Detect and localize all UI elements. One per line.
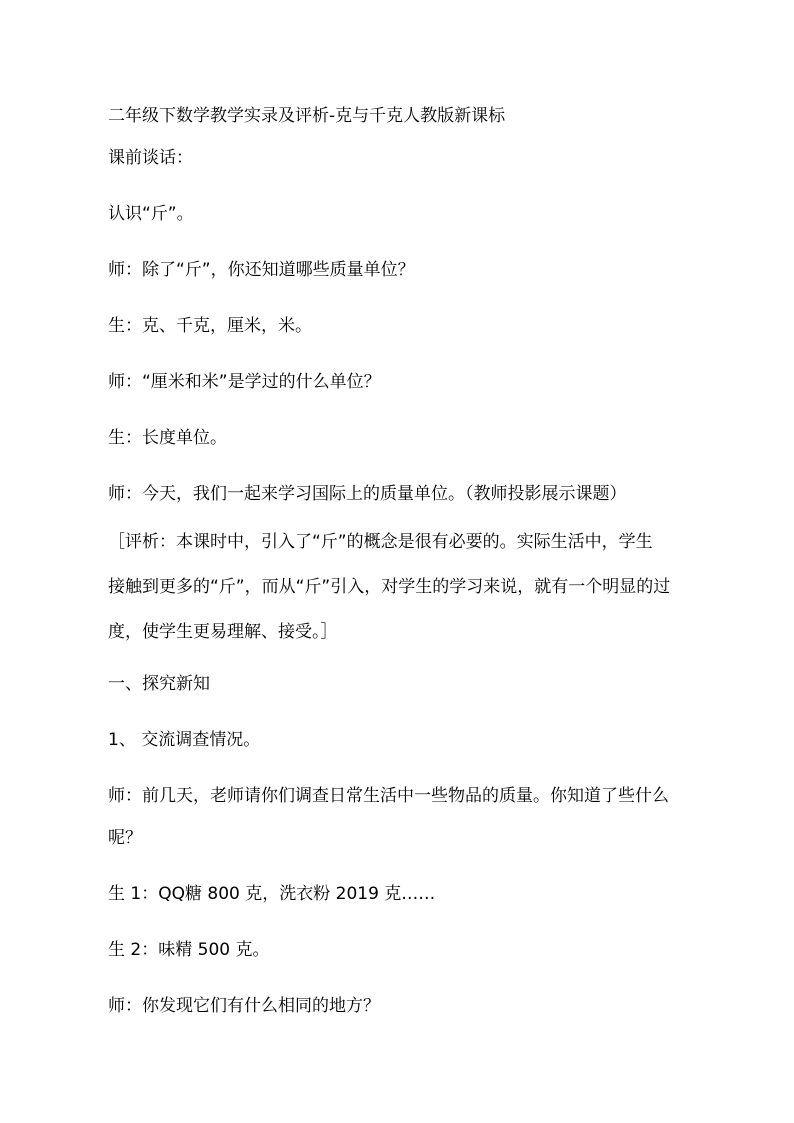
text-line: 课前谈话： xyxy=(108,148,193,168)
text-line: 生：克、千克，厘米，米。 xyxy=(108,316,312,336)
text-line: 师：你发现它们有什么相同的地方？ xyxy=(108,996,380,1016)
text-line: 生 2：味精 500 克。 xyxy=(108,940,270,960)
teacher-question-line: 师：前几天，老师请你们调查日常生活中一些物品的质量。你知道了些什么 xyxy=(108,786,669,806)
text-line: 生：长度单位。 xyxy=(108,428,227,448)
text-line: 认识“斤”。 xyxy=(108,204,194,224)
comment-line: ［评析：本课时中，引入了“斤”的概念是很有必要的。实际生活中，学生 xyxy=(108,532,653,552)
document-title: 二年级下数学教学实录及评析-克与千克人教版新课标 xyxy=(108,106,506,126)
text-line: 师：除了“斤”，你还知道哪些质量单位？ xyxy=(108,260,415,280)
text-line: 师：今天，我们一起来学习国际上的质量单位。（教师投影展示课题） xyxy=(108,484,627,504)
text-line: 师：“厘米和米”是学过的什么单位？ xyxy=(108,372,381,392)
section-heading: 一、探究新知 xyxy=(108,674,210,694)
teacher-question-line: 呢？ xyxy=(108,828,142,848)
comment-line: 度，使学生更易理解、接受。］ xyxy=(108,622,338,642)
subsection-heading: 1、 交流调查情况。 xyxy=(108,730,261,750)
text-line: 生 1：QQ糖 800 克，洗衣粉 2019 克…… xyxy=(108,884,436,904)
comment-line: 接触到更多的“斤”，而从“斤”引入，对学生的学习来说，就有一个明显的过 xyxy=(108,577,671,597)
